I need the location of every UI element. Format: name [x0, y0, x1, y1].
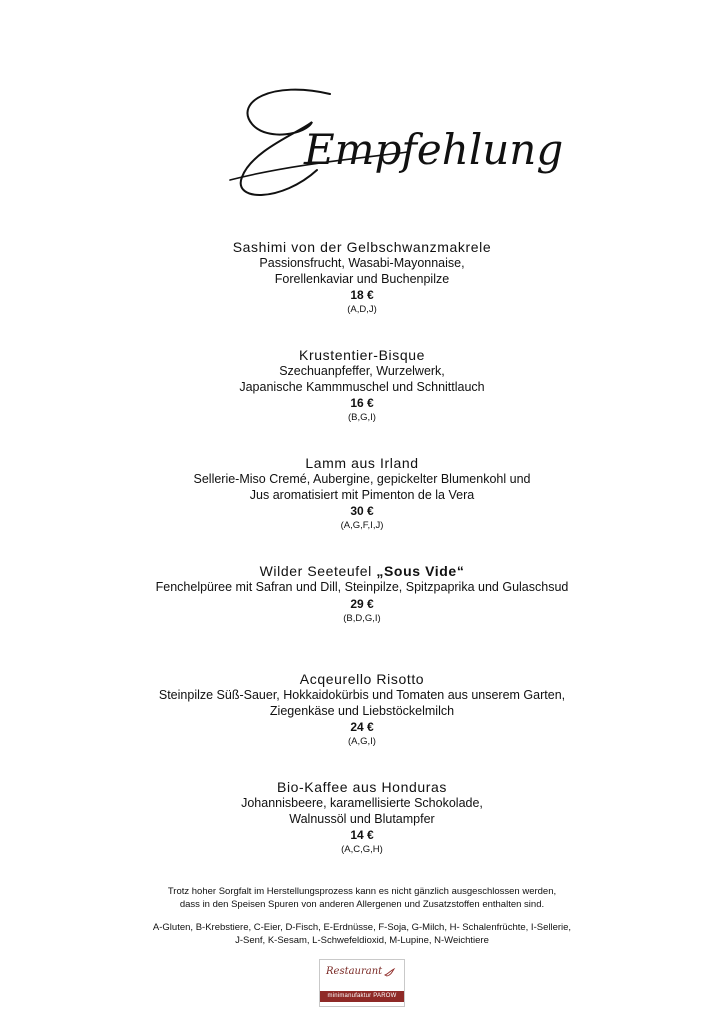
dish-price: 16 € [350, 396, 374, 410]
dish-description: Jus aromatisiert mit Pimenton de la Vera [249, 487, 475, 502]
dish-price: 30 € [350, 504, 374, 518]
dish-description: Fenchelpüree mit Safran und Dill, Steinpilze, Spitzpaprika und Gulaschsud [155, 580, 569, 594]
dish-description: Sellerie-Miso Cremé, Aubergine, gepickelter Blumenkohl und [193, 472, 531, 486]
dish-name: Lamm aus Irland [305, 455, 419, 471]
legend-line: J-Senf, K-Sesam, L-Schwefeldioxid, M-Lupine, N-Weichtiere [235, 935, 489, 946]
logo-bar: minimanufaktur PAROW [320, 991, 404, 1002]
dish-name: Sashimi von der Gelbschwanzmakrele [232, 239, 492, 255]
logo-script: Restaurant [326, 966, 383, 977]
restaurant-logo [319, 959, 405, 1007]
notice-line: Trotz hoher Sorgfalt im Herstellungsprozess kann es nicht gänzlich ausgeschlossen werden, [167, 886, 557, 897]
dish-description: Johannisbeere, karamellisierte Schokolade, [241, 796, 483, 810]
dish-name [0, 562, 724, 580]
dish-name: Acqeurello Risotto [299, 671, 425, 687]
dish-description: Japanische Kammmuschel und Schnittlauch [239, 379, 485, 394]
dish-allergens: (A,C,G,H) [341, 844, 383, 855]
dish-description: Ziegenkäse und Liebstöckelmilch [269, 703, 455, 718]
dish-price: 29 € [350, 596, 374, 611]
page-title: Empfehlung [304, 125, 564, 174]
dish-allergens: (A,G,I) [348, 736, 376, 747]
dish-item [0, 778, 724, 886]
title-area [0, 72, 724, 222]
dish-item [0, 454, 724, 562]
title-script [212, 72, 564, 222]
dish-description: Passionsfrucht, Wasabi-Mayonnaise, [259, 256, 465, 270]
dish-price: 24 € [350, 720, 374, 734]
allergen-notice [0, 885, 724, 911]
notice-line: dass in den Speisen Spuren von anderen Allergenen und Zusatzstoffen enthalten sind. [179, 899, 545, 910]
dish-name: Krustentier-Bisque [299, 347, 425, 363]
dish-item [0, 670, 724, 778]
dish-item [0, 238, 724, 346]
dish-allergens: (A,G,F,I,J) [340, 520, 384, 531]
dish-name-regular: Wilder Seeteufel [259, 563, 377, 579]
dish-description: Walnussöl und Blutampfer [289, 811, 435, 826]
dish-description: Steinpilze Süß-Sauer, Hokkaidokürbis und Tomaten aus unserem Garten, [158, 688, 566, 702]
dish-name-emphasis: „Sous Vide“ [376, 563, 465, 579]
dish-item [0, 346, 724, 454]
dish-allergens: (A,D,J) [347, 304, 377, 315]
dish-price: 14 € [350, 828, 374, 842]
dish-item [0, 562, 724, 670]
allergen-legend [0, 921, 724, 947]
legend-line: A-Gluten, B-Krebstiere, C-Eier, D-Fisch, E-Erdnüsse, F-Soja, G-Milch, H- Schalenfrüchte, I-Sellerie, [152, 922, 572, 933]
dish-description: Szechuanpfeffer, Wurzelwerk, [279, 364, 445, 378]
dish-allergens: (B,D,G,I) [343, 612, 381, 624]
dish-allergens: (B,G,I) [348, 412, 376, 423]
dish-list [0, 238, 724, 886]
dish-name: Bio-Kaffee aus Honduras [277, 779, 447, 795]
dish-price: 18 € [350, 288, 374, 302]
dish-description: Forellenkaviar und Buchenpilze [274, 271, 450, 286]
bird-icon [384, 966, 396, 984]
